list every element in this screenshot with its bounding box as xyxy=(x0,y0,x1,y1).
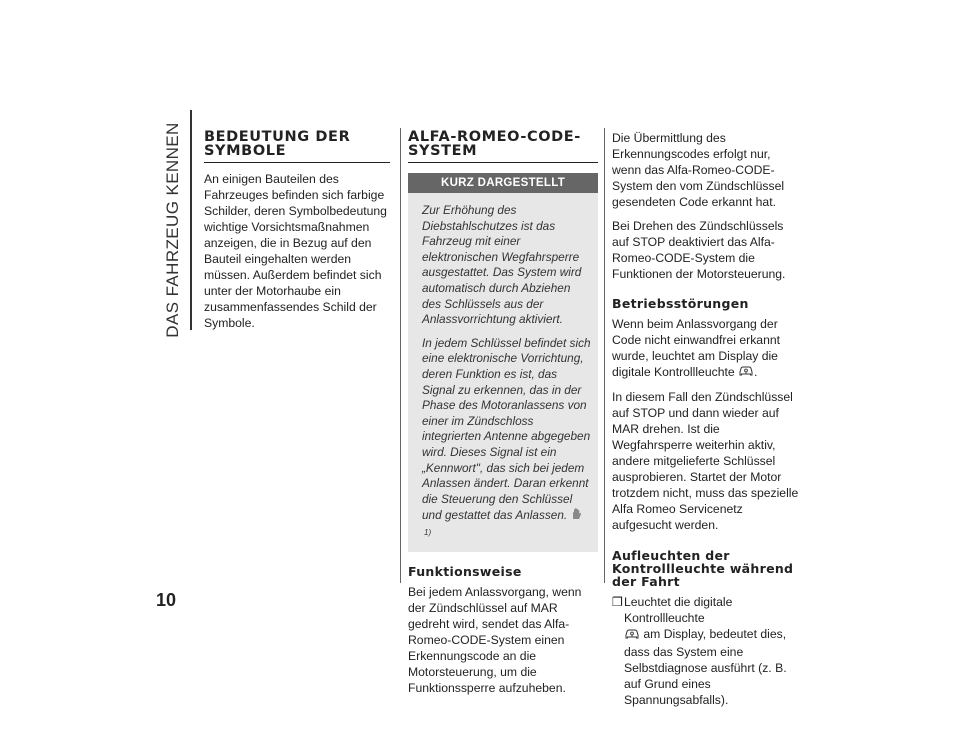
car-key-warning-icon xyxy=(624,627,640,644)
malfunction-paragraph-1-end: . xyxy=(754,365,758,379)
symbols-heading: BEDEUTUNG DER SYMBOLE xyxy=(204,130,390,163)
page-number: 10 xyxy=(156,590,177,610)
symbols-paragraph: An einigen Bauteilen des Fahrzeuges befinden sich farbige Schilder, deren Symbolbedeutung wichtige Vorsichtsmaßnahmen anzeigen, die in Bezug auf den Bauteil eingehalten werden müssen. Außerdem befindet sich unter der Motorhaube ein zusammenfassendes Schild der Symbole. xyxy=(204,172,387,330)
function-subheading: Funktionsweise xyxy=(408,564,522,580)
column-code-system xyxy=(408,130,598,704)
side-tab-rule xyxy=(190,110,192,330)
malfunction-subheading: Betriebsstörungen xyxy=(612,296,749,311)
malfunction-paragraph-1-text: Wenn beim Anlassvorgang der Code nicht einwandfrei erkannt wurde, leuchtet am Display die digitale Kontrollleuchte xyxy=(612,317,781,379)
car-key-warning-icon xyxy=(738,364,754,381)
summary-paragraph-2-text: In jedem Schlüssel befindet sich eine elektronische Vorrichtung, deren Funktion es ist, das Signal zu erkennen, das in der Phase des Motoranlassens von einer im Zündschloss integrierten Antenne abgegeben wird. Dieses Signal ist ein „Kennwort", das sich bei jedem Anlassen ändert. Daran erkennt die Steuerung den Schlüssel und gestattet das Anlassen. xyxy=(422,335,591,523)
bullet-text-start: Leuchtet die digitale Kontrollleuchte xyxy=(624,595,733,626)
side-tab-label: DAS FAHRZEUG KENNEN xyxy=(163,122,182,338)
malfunction-paragraph-1 xyxy=(612,316,802,381)
details-paragraph-1: Die Übermittlung des Erkennungscodes erfolgt nur, wenn das Alfa-Romeo-CODE-System den vom Zündschlüssel gesendeten Code erkannt hat. xyxy=(612,131,785,209)
function-paragraph: Bei jedem Anlassvorgang, wenn der Zündschlüssel auf MAR gedreht wird, sendet das Alfa-Romeo-CODE-System einen Erkennungscode an die Motorsteuerung, um die Funktionssperre aufzuheben. xyxy=(408,585,582,696)
summary-box xyxy=(408,173,598,552)
details-paragraph-2: Bei Drehen des Zündschlüssels auf STOP deaktiviert das Alfa-Romeo-CODE-System die Funktionen der Motorsteuerung. xyxy=(612,219,786,281)
column-symbols xyxy=(204,130,390,339)
column-divider-left xyxy=(400,128,401,583)
driving-warning-subheading: Aufleuchten der Kontrollleuchte während der Fahrt xyxy=(612,548,794,590)
summary-box-body xyxy=(408,193,598,552)
malfunction-paragraph-2: In diesem Fall den Zündschlüssel auf STOP und dann wieder auf MAR drehen. Ist die Wegfahrsperre weiterhin aktiv, andere mitgelieferte Schlüssel ausprobieren. Startet der Motor trotzdem nicht, muss das spezielle Alfa Romeo Servicenetz aufgesucht werden. xyxy=(612,390,799,533)
column-details xyxy=(612,130,802,708)
warning-hand-icon xyxy=(570,507,583,525)
footnote-ref: 1) xyxy=(424,527,432,537)
column-divider-right xyxy=(604,128,605,583)
bullet-text-end: am Display, bedeutet dies, dass das System eine Selbstdiagnose ausführt (z. B. auf Grund eines Spannungsabfalls). xyxy=(624,627,787,707)
list-item xyxy=(612,594,802,707)
code-system-heading: ALFA-ROMEO-CODE-SYSTEM xyxy=(408,130,598,163)
bullet-marker: ❒ xyxy=(612,595,623,610)
summary-box-title: KURZ DARGESTELLT xyxy=(408,173,598,193)
summary-paragraph-1: Zur Erhöhung des Diebstahlschutzes ist das Fahrzeug mit einer elektronischen Wegfahrsperre ausgestattet. Das System wird automatisch durch Abziehen des Schlüssels aus der Anlassvorrichtung aktiviert. xyxy=(422,203,582,327)
summary-paragraph-2 xyxy=(422,336,592,545)
